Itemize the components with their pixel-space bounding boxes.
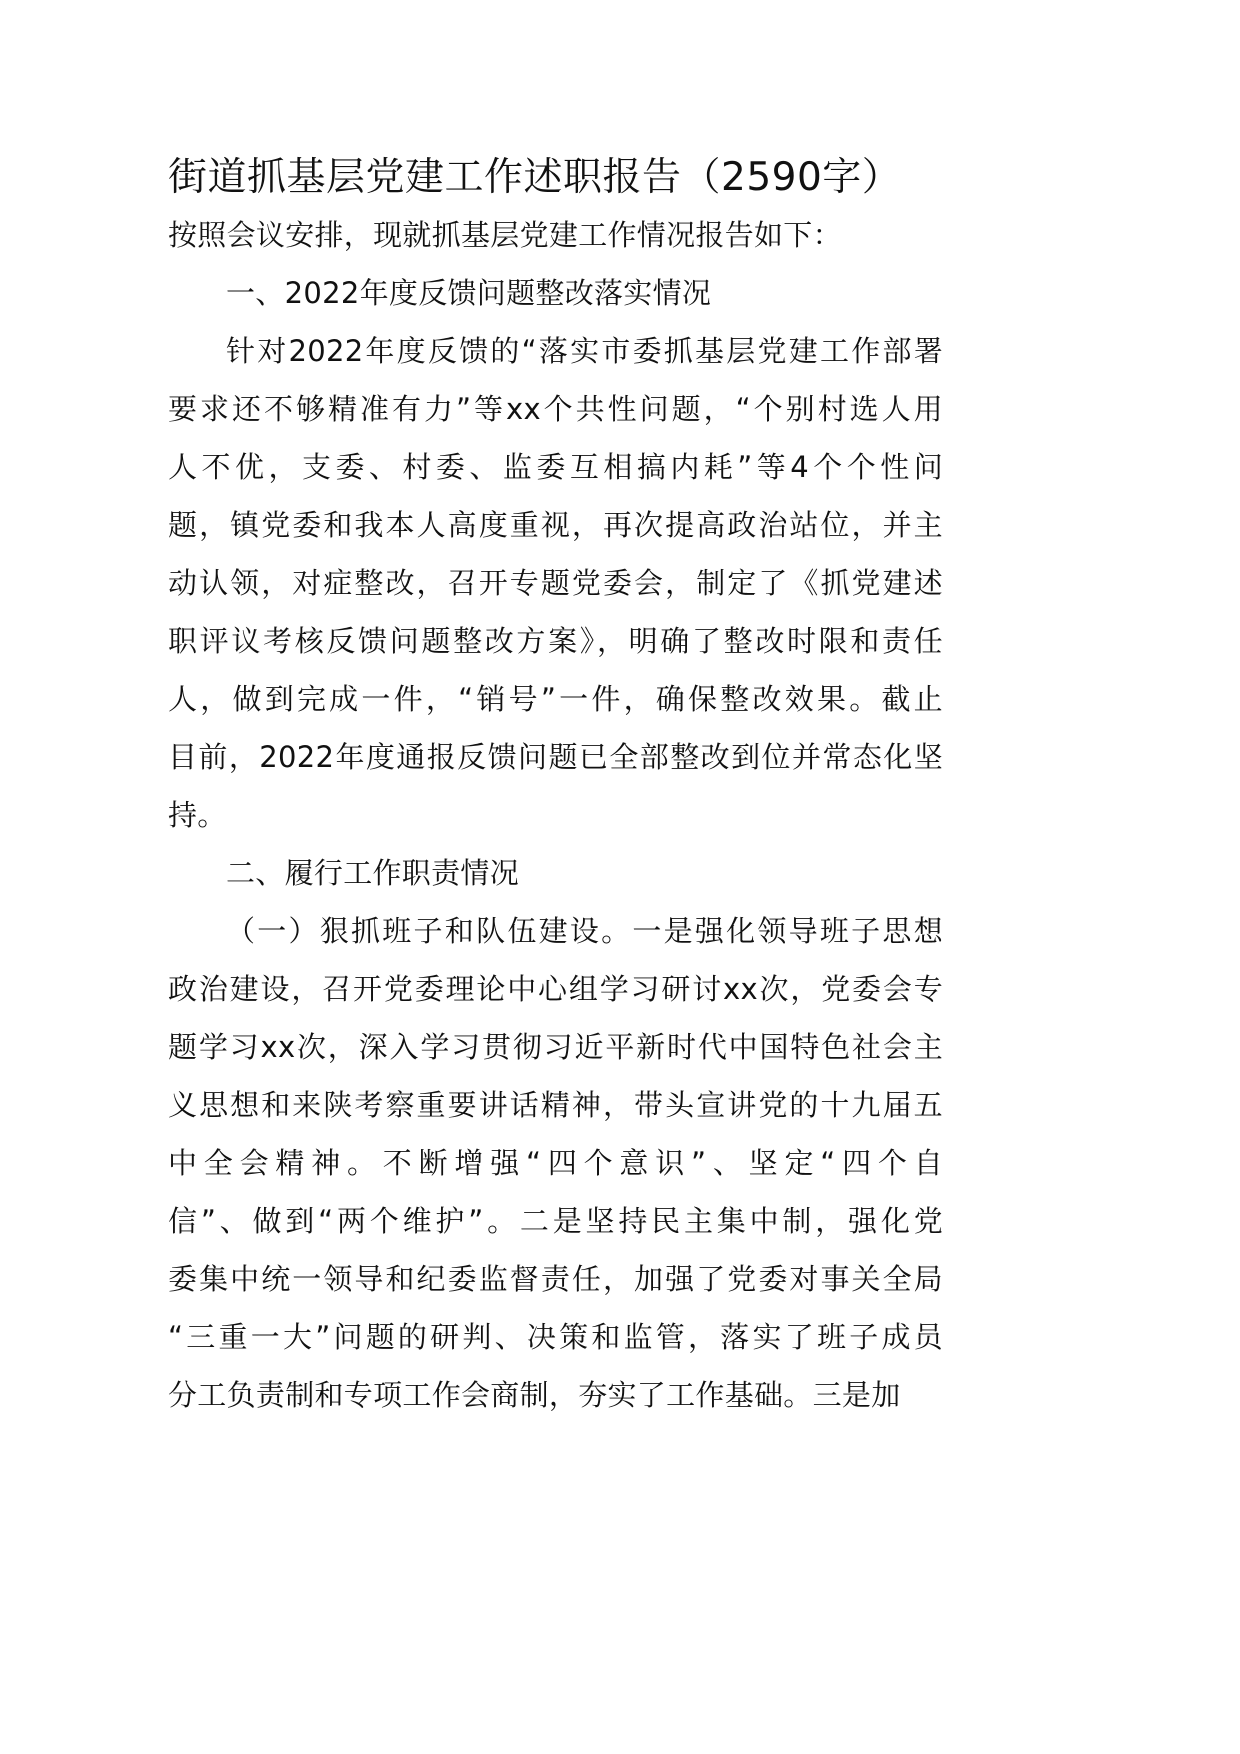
- paragraph-line: “三重一大”问题的研判、决策和监管，落实了班子成员: [168, 1320, 943, 1354]
- document-title: 街道抓基层党建工作述职报告（2590字）: [168, 155, 902, 200]
- paragraph-line: 人，做到完成一件，“销号”一件，确保整改效果。截止: [168, 682, 943, 716]
- section2-heading: 二、履行工作职责情况: [226, 856, 520, 890]
- section1-heading: 一、2022年度反馈问题整改落实情况: [226, 276, 712, 310]
- paragraph-line: 人不优，支委、村委、监委互相搞内耗”等4个个性问: [168, 450, 943, 484]
- intro-paragraph: 按照会议安排，现就抓基层党建工作情况报告如下：: [168, 218, 842, 252]
- paragraph-line: 职评议考核反馈问题整改方案》，明确了整改时限和责任: [168, 624, 943, 658]
- paragraph-line: 政治建设，召开党委理论中心组学习研讨xx次，党委会专: [168, 972, 943, 1006]
- paragraph-line: 义思想和来陕考察重要讲话精神，带头宣讲党的十九届五: [168, 1088, 943, 1122]
- paragraph-line: 中全会精神。不断增强“四个意识”、坚定“四个自: [168, 1146, 943, 1180]
- paragraph-line: 委集中统一领导和纪委监督责任，加强了党委对事关全局: [168, 1262, 943, 1296]
- section1-body: [168, 322, 943, 844]
- paragraph-line: 针对2022年度反馈的“落实市委抓基层党建工作部署: [226, 334, 943, 368]
- document-page: [168, 150, 943, 1424]
- paragraph-line: 题，镇党委和我本人高度重视，再次提高政治站位，并主: [168, 508, 943, 542]
- section2-body: [168, 902, 943, 1424]
- paragraph-line: 目前，2022年度通报反馈问题已全部整改到位并常态化坚: [168, 740, 943, 774]
- paragraph-line: （一）狠抓班子和队伍建设。一是强化领导班子思想: [226, 914, 943, 948]
- paragraph-line: 信”、做到“两个维护”。二是坚持民主集中制，强化党: [168, 1204, 943, 1238]
- paragraph-line: 动认领，对症整改，召开专题党委会，制定了《抓党建述: [168, 566, 943, 600]
- paragraph-line: 题学习xx次，深入学习贯彻习近平新时代中国特色社会主: [168, 1030, 943, 1064]
- paragraph-line: 要求还不够精准有力”等xx个共性问题，“个别村选人用: [168, 392, 943, 426]
- paragraph-line: 持。: [168, 798, 227, 832]
- paragraph-line: 分工负责制和专项工作会商制，夯实了工作基础。三是加: [168, 1378, 901, 1412]
